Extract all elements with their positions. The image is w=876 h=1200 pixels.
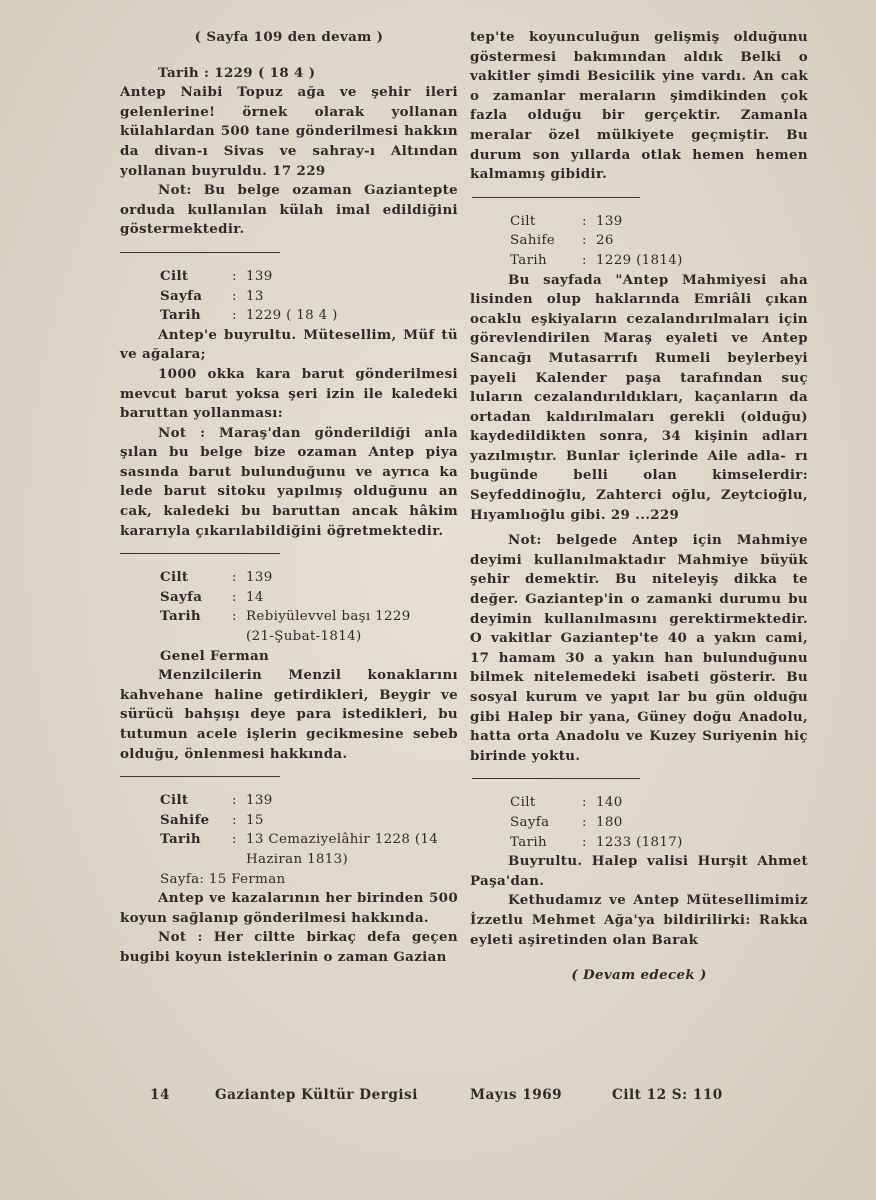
entry-meta [120,568,458,627]
entry-text: Buyrultu. Halep valisi Hurşit Ahmet Paşa'dan. [470,853,808,889]
entry-meta [120,267,458,326]
section-divider [472,197,640,198]
meta-value: 13 Cemaziyelâhir 1228 (14 [246,832,439,848]
meta-sep: : [232,268,237,284]
meta-key: Tarih [160,307,201,324]
meta-sep: : [582,834,587,850]
continued-from-note: ( Sayfa 109 den devam ) [194,29,384,45]
meta-value: 139 [596,213,623,229]
meta-key: Sayfa [160,588,203,605]
meta-value: 1233 (1817) [596,834,683,850]
meta-sep: : [232,832,237,848]
entry-text: 1000 okka kara barut gönderilmesi mevcut barut yoksa şeri izin ile kaledeki baruttan yollanması: [120,365,458,422]
meta-sep: : [232,308,237,324]
entry-heading: Genel Ferman [160,647,270,664]
meta-key: Cilt [160,569,189,586]
meta-sep: : [582,252,587,268]
entry-block-3 [120,568,458,764]
meta-sep: : [582,233,587,249]
entry-meta [470,212,808,271]
continued-note: ( Devam edecek ) [571,967,707,984]
meta-key: Cilt [510,795,536,811]
meta-value: 1229 (1814) [596,252,683,268]
meta-key: Sayfa [160,287,203,304]
continued-text: tep'te koyunculuğun gelişmiş olduğunu göstermesi bakımından aldık Belki o vakitler şimdi Besicilik yine vardı. An cak o zamanlar meraların şimdikinden çok fazla olduğu bir gerçektir. Zamanla meralar özel mülkiyete geçmiştir. Bu durum son yıllarda otlak hemen hemen kalmamış gibidir. [470,29,808,183]
entry-note: Not : Maraş'dan gönderildiği anla şılan bu belge bize ozaman Antep piya sasında barut bulunduğunu ve ayrıca ka lede barut sitoku yapılmış olduğunu an cak, kaledeki bu baruttan ancak hâkim kararıyla çıkarılabildiğini öğretmektedir. [120,424,458,539]
entry-block-1 [120,64,458,240]
meta-key: Tarih [160,608,201,625]
section-divider [472,778,640,779]
meta-date-continued: (21-Şubat-1814) [246,629,362,645]
meta-key: Cilt [160,792,189,809]
entry-text: Menzilcilerin Menzil konaklarını kahvehane haline getirdikleri, Beygir ve sürücü bahşışı deye para istedikleri, bu tutumun acele işlerin gecikmesine sebeb olduğu, önlenmesi hakkında. [120,667,458,762]
entry-note: Not : Her ciltte birkaç defa geçen bugibi koyun isteklerinin o zaman Gazian [120,929,458,965]
meta-key: Tarih [160,831,201,848]
meta-value: 15 [246,812,264,828]
entry-note: Not: belgede Antep için Mahmiye deyimi kullanılmaktadır Mahmiye büyük şehir demektir. Bu niteleyiş dikka te değer. Gaziantep'in o zamanki durumu bu deyimin kullanılmasını gerektirmektedir. O vakitlar Gaziantep'te 40 a yakın cami, 17 hamam 30 a yakın han bulunduğunu bilmek nitelemedeki isabeti gösterir. Bu sosyal kurum ve yapıt lar bu gün olduğu gibi Halep bir yana, Güney doğu Anadolu, hatta orta Anadolu ve Kuzey Suriyenin hiç birinde yoktu. [470,532,808,764]
entry-block-4 [120,791,458,967]
meta-sep: : [582,795,587,811]
entry-text: Antep ve kazalarının her birinden 500 koyun sağlanıp gönderilmesi hakkında. [120,890,458,926]
meta-sep: : [232,589,237,605]
meta-value: Rebiyülevvel başı 1229 [246,609,411,625]
meta-sep: : [232,609,237,625]
entry-text: Antep'e buyrultu. Mütesellim, Müf tü ve ağalara; [120,326,458,363]
section-divider [120,252,280,253]
meta-value: 140 [596,795,623,811]
meta-sep: : [582,213,587,229]
entry-note: Not: Bu belge ozaman Gaziantepte orduda kullanılan külah imal edildiğini göstermektedir. [120,182,458,238]
entry-block-5 [470,212,808,767]
entry-date: Tarih : 1229 ( 18 4 ) [158,64,316,81]
section-divider [120,776,280,777]
meta-value: 26 [596,233,614,249]
meta-sep: : [232,570,237,586]
footer-volume: Cilt 12 S: 110 [612,1087,723,1103]
meta-key: Sahife [160,811,210,828]
footer-page-number: 14 [150,1087,170,1103]
entry-text: Antep Naibi Topuz ağa ve şehir ileri gelenlerine! örnek olarak yollanan külahlardan 500 tane gönderilmesi hakkın da divan-ı Sivas ve sahray-ı Altından yollanan buyruldu. 17 229 [120,84,458,179]
meta-value: 139 [246,570,273,586]
entry-meta [120,791,458,850]
entry-block-6 [470,793,808,950]
section-divider [120,553,280,554]
meta-key: Sahife [510,233,556,249]
entry-text: Bu sayfada "Antep Mahmiyesi aha lisinden olup haklarında Emriâli çıkan ocaklu eşkiyaların cezalandırılmaları için görevlendirilen Maraş eyaleti ve Antep Sancağı Mutasarrıfı Rumeli beylerbeyi payeli Kalender paşa tarafından suç luların cezalandırıldıkları, kaçanların da ortadan kaldırılmaları gerekli (olduğu) kaydedildikten sonra, 34 kişinin adları yazılmıştır. Bunlar içlerinde Aile adla- rı bugünde belli olan kimselerdir: Seyfeddinoğlu, Zahterci oğlu, Zeytcioğlu, Hıyamlıoğlu gibi. 29 ...229 [470,271,808,523]
meta-key: Cilt [160,267,189,284]
meta-value: 1229 ( 18 4 ) [246,308,338,324]
meta-value: 139 [246,793,273,809]
entry-sayfa-line: Sayfa: 15 Ferman [160,871,286,887]
meta-value: 139 [246,268,273,284]
meta-sep: : [232,288,237,304]
footer-issue-date: Mayıs 1969 [470,1087,563,1103]
meta-sep: : [232,812,237,828]
meta-value: 14 [246,589,264,605]
left-column [120,28,458,968]
entry-meta [470,793,808,852]
meta-key: Cilt [510,213,536,229]
meta-value: 180 [596,814,623,830]
meta-key: Tarih [510,834,547,850]
entry-block-2 [120,267,458,541]
entry-text: Kethudamız ve Antep Mütesellimimiz İzzetlu Mehmet Ağa'ya bildirilirki: Rakka eyleti aşiretinden olan Barak [470,892,808,948]
right-column [470,28,808,986]
meta-key: Sayfa [510,814,550,830]
meta-date-continued: Haziran 1813) [246,851,349,867]
meta-value: 13 [246,288,264,304]
footer-magazine-title: Gaziantep Kültür Dergisi [215,1087,418,1103]
meta-sep: : [232,793,237,809]
meta-key: Tarih [510,252,547,268]
meta-sep: : [582,814,587,830]
